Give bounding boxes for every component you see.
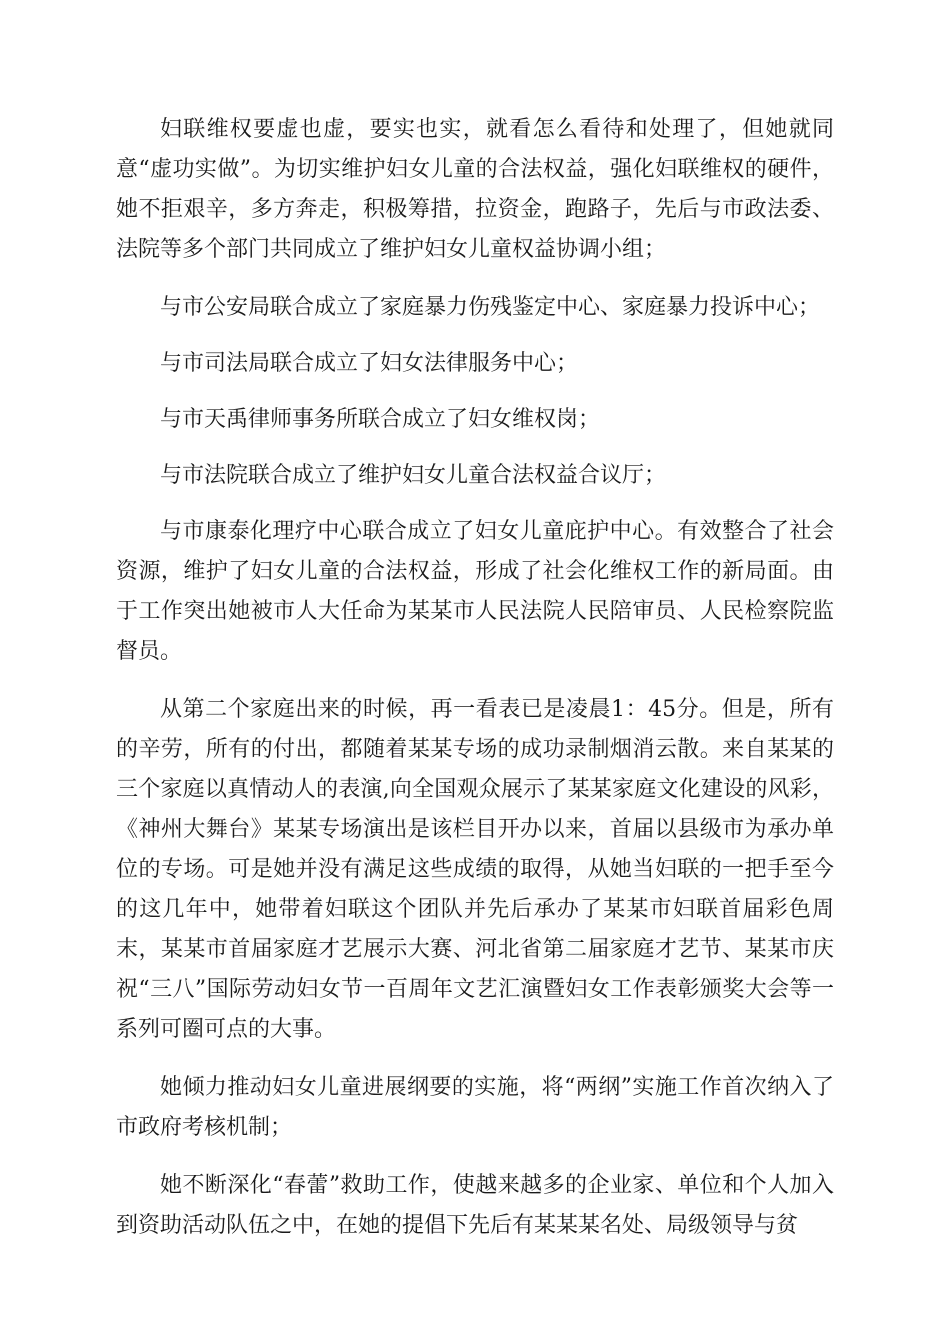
paragraph-4: 与市天禹律师事务所联合成立了妇女维权岗；: [160, 407, 601, 432]
paragraph-6: 与市康泰化理疗中心联合成立了妇女儿童庇护中心。有效整合了社会资源，维护了妇女儿童的合法权益，形成了社会化维权工作的新局面。由于工作突出她被市人大任命为某某市人民法院人民陪审员、人民检察院监督员。: [116, 519, 834, 664]
paragraph-9: 她不断深化“春蕾”救助工作，使越来越多的企业家、单位和个人加入到资助活动队伍之中，在她的提倡下先后有某某某名处、局级领导与贫: [116, 1173, 834, 1238]
paragraph-3: 与市司法局联合成立了妇女法律服务中心；: [160, 351, 579, 376]
paragraph-5: 与市法院联合成立了维护妇女儿童合法权益合议厅；: [160, 463, 667, 488]
paragraph-2: 与市公安局联合成立了家庭暴力伤残鉴定中心、家庭暴力投诉中心；: [160, 295, 821, 320]
document-body: [116, 110, 834, 1264]
paragraph-8: 她倾力推动妇女儿童进展纲要的实施，将“两纲”实施工作首次纳入了市政府考核机制；: [116, 1075, 834, 1140]
paragraph-1: 妇联维权要虚也虚，要实也实，就看怎么看待和处理了，但她就同意“虚功实做”。为切实维护妇女儿童的合法权益，强化妇联维权的硬件，她不拒艰辛，多方奔走，积极筹措，拉资金，跑路子，先后与市政法委、法院等多个部门共同成立了维护妇女儿童权益协调小组；: [116, 117, 834, 262]
paragraph-7: 从第二个家庭出来的时候，再一看表已是凌晨1：45分。但是，所有的辛劳，所有的付出，都随着某某专场的成功录制烟消云散。来自某某的三个家庭以真情动人的表演,向全国观众展示了某某家庭文化建设的风彩，《神州大舞台》某某专场演出是该栏目开办以来，首届以县级市为承办单位的专场。可是她并没有满足这些成绩的取得，从她当妇联的一把手至今的这几年中，她带着妇联这个团队并先后承办了某某市妇联首届彩色周末，某某市首届家庭才艺展示大赛、河北省第二届家庭才艺节、某某市庆祝“三八”国际劳动妇女节一百周年文艺汇演暨妇女工作表彰颁奖大会等一系列可圈可点的大事。: [116, 697, 834, 1042]
